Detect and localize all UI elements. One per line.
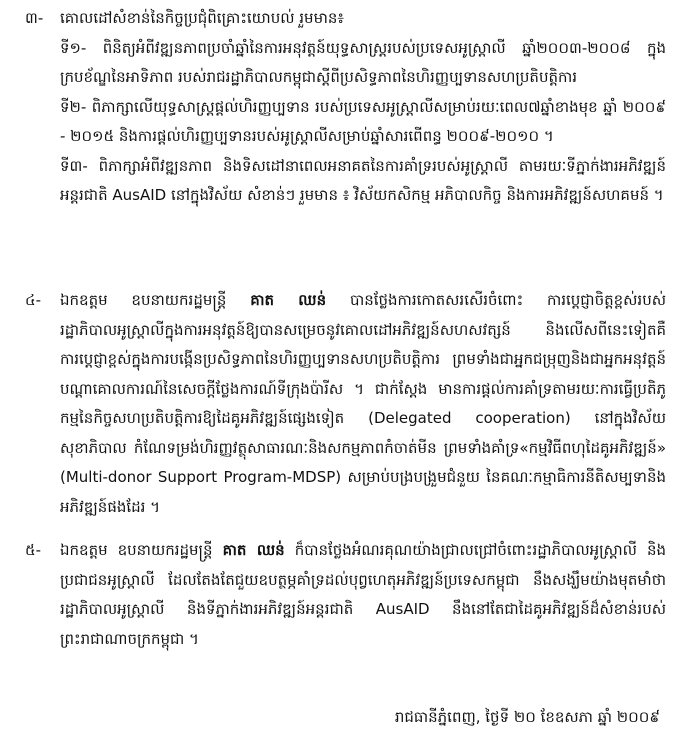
section-intro: គោលដៅសំខាន់នៃកិច្ចប្រជុំពិគ្រោះយោបល់ រួមមាន៖	[60, 9, 344, 27]
section-body	[60, 4, 666, 211]
person-name: គាត ឈន់	[222, 541, 285, 559]
section-body	[60, 536, 666, 654]
section-number: ៥-	[25, 541, 42, 559]
section-lead: ឯកឧត្តម ឧបនាយករដ្ឋមន្ត្រី	[60, 541, 213, 559]
section-lead: ឯកឧត្តម ឧបនាយករដ្ឋមន្ត្រី	[60, 291, 227, 309]
section-item-3: ទី៣- ពិភាក្សាអំពីវឌ្ឍនភាព និងទិសដៅនាពេលអនាគតនៃការគាំទ្ររបស់អូស្ត្រាលី តាមរយៈទីភ្នាក់ងារអភិវឌ្ឍន៍អន្តរជាតិ AusAID នៅក្នុងវិស័យ សំខាន់ៗ រួមមាន ៖ វិស័យកសិកម្ម អភិបាលកិច្ច និងការអភិវឌ្ឍន៍សហគមន៍ ។	[60, 156, 666, 204]
section-text: បានថ្លែងការកោតសរសើរចំពោះ ការប្តេជ្ញាចិត្តខ្ពស់របស់រដ្ឋាភិបាលអូស្ត្រាលីក្នុងការអនុវត្តន៍ឱ្យបានសម្រេចនូវគោលដៅអភិវឌ្ឍន៍សហសវត្សន៍ និងលើសពីនេះទៀតគឺ ការប្តេជ្ញាខ្ពស់ក្នុងការបង្កើនប្រសិទ្ធភាពនៃហិរញ្ញប្បទានសហប្រតិបត្តិការ ព្រមទាំងជាអ្នកជម្រុញនិងជាអ្នកអនុវត្តន៍បណ្តាគោលការណ៍នៃសេចក្តីថ្លែងការណ៍ទីក្រុងប៉ារីស ។ ជាក់ស្តែង មានការផ្តល់ការគាំទ្រតាមរយៈការធ្វើប្រតិភូកម្មនៃកិច្ចសហប្រតិបត្តិការឱ្យដៃគូអភិវឌ្ឍន៍ផ្សេងទៀត (Delegated cooperation) នៅក្នុងវិស័យសុខាភិបាល កំណែទម្រង់ហិរញ្ញវត្ថុសាធារណៈនិងសកម្មភាពកំចាត់មីន ព្រមទាំងគាំទ្រ«កម្មវិធីពហុដៃគូអភិវឌ្ឍន៍» (Multi-donor Support Program-MDSP) សម្រាប់បង្របង្រួមជំនួយ នៃគណៈកម្មាធិការនីតិសម្បទានិងអភិវឌ្ឍន៍ផងដែរ ។	[60, 291, 666, 516]
section-body	[60, 286, 666, 522]
section-number: ៣-	[25, 9, 44, 27]
section-number: ៤-	[25, 291, 42, 309]
section-item-1: ទី១- ពិនិត្យអំពីវឌ្ឍនភាពប្រចាំឆ្នាំនៃការអនុវត្តន៍យុទ្ធសាស្ត្ររបស់ប្រទេសអូស្ត្រាលី ឆ្នាំ២០០៣-២០០៨ ក្នុងក្របខ័ណ្ឌនៃអាទិភាព របស់រាជរដ្ឋាភិបាលកម្ពុជាស្តីពីប្រសិទ្ធភាពនៃហិរញ្ញប្បទានសហប្រតិបត្តិការ	[60, 38, 666, 86]
section-item-2: ទី២- ពិភាក្សាលើយុទ្ធសាស្ត្រផ្តល់ហិរញ្ញប្បទាន របស់ប្រទេសអូស្ត្រាលីសម្រាប់រយៈពេល៧ឆ្នាំខាងមុខ ឆ្នាំ ២០០៩ - ២០១៥ និងការផ្តល់ហិរញ្ញប្បទានរបស់អូស្ត្រាលីសម្រាប់ឆ្នាំសារពើពន្ធ ២០០៩-២០១០ ។	[60, 97, 666, 145]
section-text: ក៏បានថ្លែងអំណរគុណយ៉ាងជ្រាលជ្រៅចំពោះរដ្ឋាភិបាលអូស្ត្រាលី និងប្រជាជនអូស្ត្រាលី ដែលតែងតែជួយឧបត្ថម្ភគាំទ្រដល់បុព្វហេតុអភិវឌ្ឍន៍ប្រទេសកម្ពុជា នឹងសង្ឃឹមយ៉ាងមុតមាំថា រដ្ឋាភិបាលអូស្ត្រាលី និងទីភ្នាក់ងារអភិវឌ្ឍន៍អន្តរជាតិ AusAID នឹងនៅតែជាដៃគូអភិវឌ្ឍន៍ដ៏សំខាន់របស់ព្រះរាជាណាចក្រកម្ពុជា ។	[60, 541, 666, 648]
person-name: គាត ឈន់	[250, 291, 327, 309]
place-date-line: រាជធានីភ្នំពេញ, ថ្ងៃទី ២០ ខែឧសភា ឆ្នាំ ២០០៩	[394, 708, 660, 726]
